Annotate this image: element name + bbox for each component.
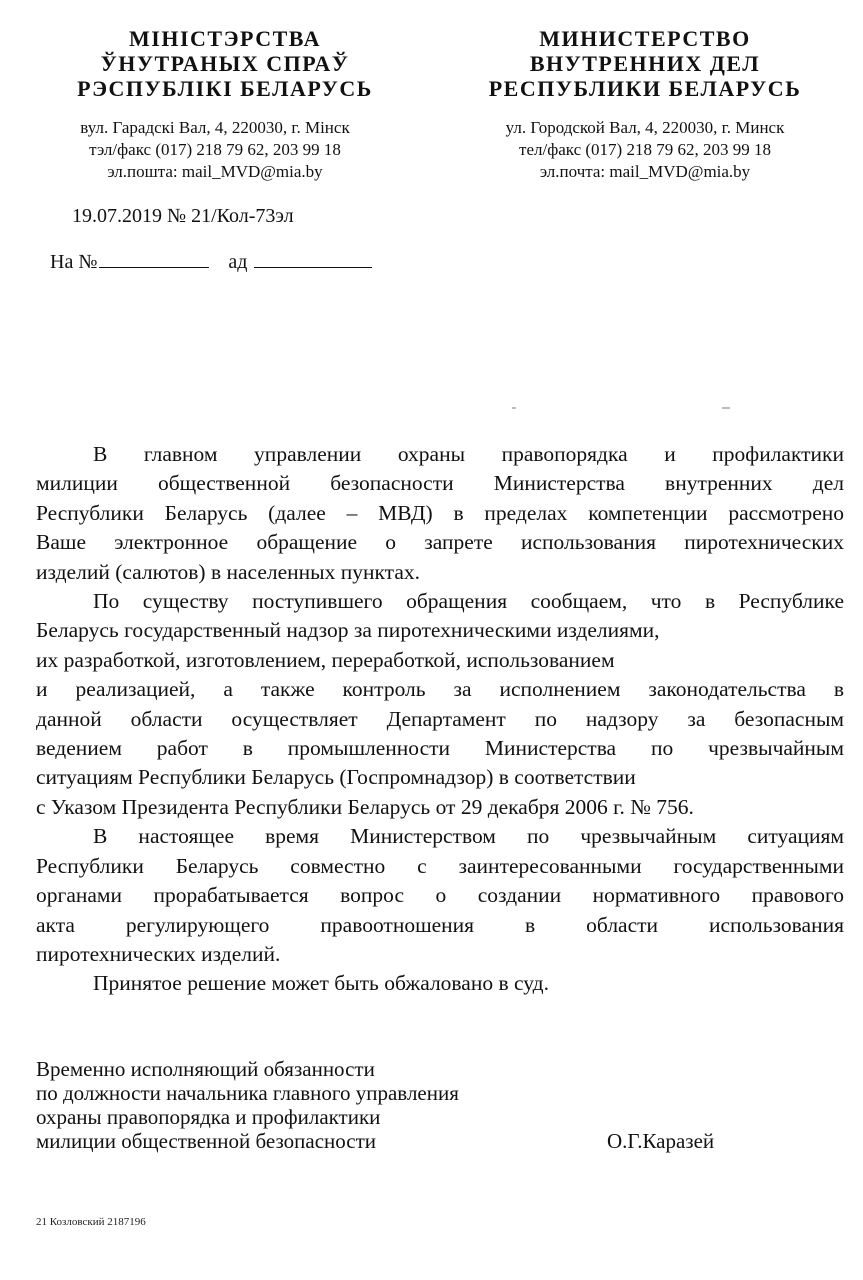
header-left-title-line-3: РЭСПУБЛІКІ БЕЛАРУСЬ <box>77 76 373 101</box>
reference-number-blank <box>99 251 209 268</box>
letter-body <box>36 440 844 999</box>
header-right-address: ул. Городской Вал, 4, 220030, г. Минск <box>505 118 785 137</box>
scan-mark <box>722 407 730 409</box>
paragraph-3-line: пиротехнических изделий. <box>36 941 281 966</box>
paragraph-3-line: акта регулирующего правоотношения в области использования <box>36 912 844 937</box>
signature-position-line: милиции общественной безопасности <box>36 1129 377 1153</box>
paragraph-2-line: с Указом Президента Республики Беларусь от 29 декабря 2006 г. № 756. <box>36 794 694 819</box>
paragraph-3 <box>36 822 844 969</box>
paragraph-3-line: Республики Беларусь совместно с заинтересованными государственными <box>36 853 844 878</box>
reference-prefix: На № <box>50 251 98 273</box>
reference-line <box>50 251 372 274</box>
paragraph-3-line: органами прорабатывается вопрос о создании нормативного правового <box>36 883 844 908</box>
header-left-phone: тэл/факс (017) 218 79 62, 203 99 18 <box>89 140 341 159</box>
paragraph-4-line: Принятое решение может быть обжаловано в суд. <box>93 971 549 996</box>
header-left-contacts <box>30 117 400 183</box>
reference-date-blank <box>254 251 372 268</box>
paragraph-2-line: данной области осуществляет Департамент по надзору за безопасным <box>36 706 844 731</box>
paragraph-1-line: милиции общественной безопасности Министерства внутренних дел <box>36 471 844 496</box>
header-right-contacts <box>450 117 840 183</box>
paragraph-2-line: их разработкой, изготовлением, переработкой, использованием <box>36 647 615 672</box>
paragraph-1-line: Республики Беларусь (далее – МВД) в пределах компетенции рассмотрено <box>36 500 844 525</box>
paragraph-1 <box>36 440 844 587</box>
header-right-title-line-3: РЕСПУБЛИКИ БЕЛАРУСЬ <box>488 76 802 101</box>
paragraph-2-line: ведением работ в промышленности Министерства по чрезвычайным <box>36 736 844 761</box>
paragraph-3-line: В настоящее время Министерством по чрезвычайным ситуациям <box>93 824 844 849</box>
signature-position-line: Временно исполняющий обязанности <box>36 1057 375 1081</box>
reference-middle: ад <box>228 251 248 273</box>
executor-note: 21 Козловский 2187196 <box>36 1216 146 1228</box>
header-left-title <box>30 26 420 101</box>
header-left-title-line-2: ЎНУТРАНЫХ СПРАЎ <box>100 51 350 76</box>
header-left-email: эл.пошта: mail_MVD@mia.by <box>107 162 323 181</box>
paragraph-4 <box>36 969 844 998</box>
paragraph-2 <box>36 587 844 822</box>
header-right-title-line-1: МИНИСТЕРСТВО <box>539 26 751 51</box>
paragraph-1-line: изделий (салютов) в населенных пунктах. <box>36 559 420 584</box>
signature-position-line: охраны правопорядка и профилактики <box>36 1105 381 1129</box>
header-right-phone: тел/факс (017) 218 79 62, 203 99 18 <box>519 140 771 159</box>
signature-block <box>36 1057 459 1153</box>
paragraph-1-line: Ваше электронное обращение о запрете использования пиротехнических <box>36 530 844 555</box>
paragraph-2-line: По существу поступившего обращения сообщаем, что в Республике <box>93 589 844 614</box>
header-right-title <box>450 26 840 101</box>
document-date-number: 19.07.2019 № 21/Кол-73эл <box>72 205 294 227</box>
paragraph-2-line: ситуациям Республики Беларусь (Госпромнадзор) в соответствии <box>36 765 636 790</box>
header-right-email: эл.почта: mail_MVD@mia.by <box>539 162 751 181</box>
header-right-title-line-2: ВНУТРЕННИХ ДЕЛ <box>529 51 761 76</box>
header-left-address: вул. Гарадскі Вал, 4, 220030, г. Мінск <box>80 118 350 137</box>
paragraph-1-line: В главном управлении охраны правопорядка и профилактики <box>93 442 844 466</box>
paragraph-2-line: и реализацией, а также контроль за исполнением законодательства в <box>36 677 844 702</box>
signer-name: О.Г.Каразей <box>607 1129 715 1153</box>
header-left-title-line-1: МІНІСТЭРСТВА <box>129 26 321 51</box>
paragraph-2-line: Беларусь государственный надзор за пиротехническими изделиями, <box>36 618 660 643</box>
signature-position-line: по должности начальника главного управления <box>36 1081 459 1105</box>
scan-mark <box>512 407 516 409</box>
